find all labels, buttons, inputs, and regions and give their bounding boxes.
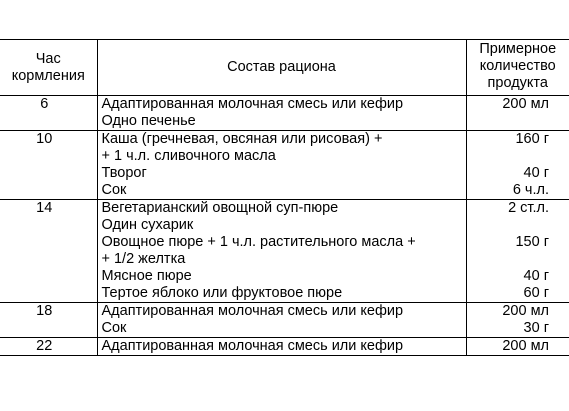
- header-row: [0, 40, 569, 96]
- ration-item: Адаптированная молочная смесь или кефир: [101, 96, 404, 112]
- ration-item: Тертое яблоко или фруктовое пюре: [101, 285, 343, 301]
- ration-item: Мясное пюре: [101, 268, 192, 284]
- header-hour-line: Час: [35, 50, 61, 67]
- table-row: [0, 303, 569, 338]
- amount-cell: [466, 303, 569, 338]
- header-hour: [0, 40, 97, 96]
- ration-amount: 160 г: [515, 131, 549, 147]
- ration-composition-cell: [97, 96, 466, 131]
- ration-item: + 1 ч.л. сливочного масла: [101, 148, 276, 164]
- feeding-hour-cell: 14: [0, 200, 97, 303]
- table-row: [0, 131, 569, 200]
- ration-composition-cell: [97, 200, 466, 303]
- header-hour-line: кормления: [11, 67, 85, 84]
- ration-item: Вегетарианский овощной суп-пюре: [101, 200, 339, 216]
- ration-amount: 40 г: [523, 165, 549, 181]
- ration-amount: 60 г: [523, 285, 549, 301]
- ration-composition-cell: [97, 303, 466, 338]
- header-amount: [466, 40, 569, 96]
- ration-item: Одно печенье: [101, 113, 196, 129]
- ration-amount: 200 мл: [502, 338, 549, 354]
- feeding-hour-cell: 18: [0, 303, 97, 338]
- ration-amount: [467, 148, 550, 165]
- ration-amount: 6 ч.л.: [512, 182, 549, 198]
- ration-composition-cell: [97, 131, 466, 200]
- ration-item: Адаптированная молочная смесь или кефир: [101, 338, 404, 354]
- ration-amount: 2 ст.л.: [508, 200, 549, 216]
- ration-amount: [467, 217, 550, 234]
- ration-item: Каша (гречневая, овсяная или рисовая) +: [101, 131, 383, 147]
- header-amount-line: Примерное: [479, 41, 557, 57]
- ration-amount: 200 мл: [502, 303, 549, 319]
- feeding-hour-cell: 10: [0, 131, 97, 200]
- table-row: [0, 338, 569, 356]
- ration-item: Один сухарик: [101, 217, 194, 233]
- ration-amount: [467, 251, 550, 268]
- amount-cell: [466, 338, 569, 356]
- ration-item: Сок: [101, 182, 127, 198]
- feeding-schedule-table: [0, 39, 569, 356]
- ration-item: Сок: [101, 320, 127, 336]
- amount-cell: [466, 200, 569, 303]
- table-body: [0, 96, 569, 356]
- amount-cell: [466, 131, 569, 200]
- table-row: [0, 200, 569, 303]
- header-amount-line: продукта: [487, 75, 548, 91]
- ration-composition-cell: [97, 338, 466, 356]
- ration-amount: [467, 113, 550, 130]
- header-amount-line: количество: [479, 58, 556, 74]
- ration-amount: 30 г: [523, 320, 549, 336]
- ration-item: Овощное пюре + 1 ч.л. растительного масла +: [101, 234, 416, 250]
- ration-amount: 40 г: [523, 268, 549, 284]
- table-row: [0, 96, 569, 131]
- ration-amount: 200 мл: [502, 96, 549, 112]
- feeding-hour-cell: 6: [0, 96, 97, 131]
- ration-item: Адаптированная молочная смесь или кефир: [101, 303, 404, 319]
- ration-amount: 150 г: [515, 234, 549, 250]
- feeding-hour-cell: 22: [0, 338, 97, 356]
- header-composition: Состав рациона: [97, 40, 466, 96]
- ration-item: + 1/2 желтка: [101, 251, 186, 267]
- amount-cell: [466, 96, 569, 131]
- ration-item: Творог: [101, 165, 147, 181]
